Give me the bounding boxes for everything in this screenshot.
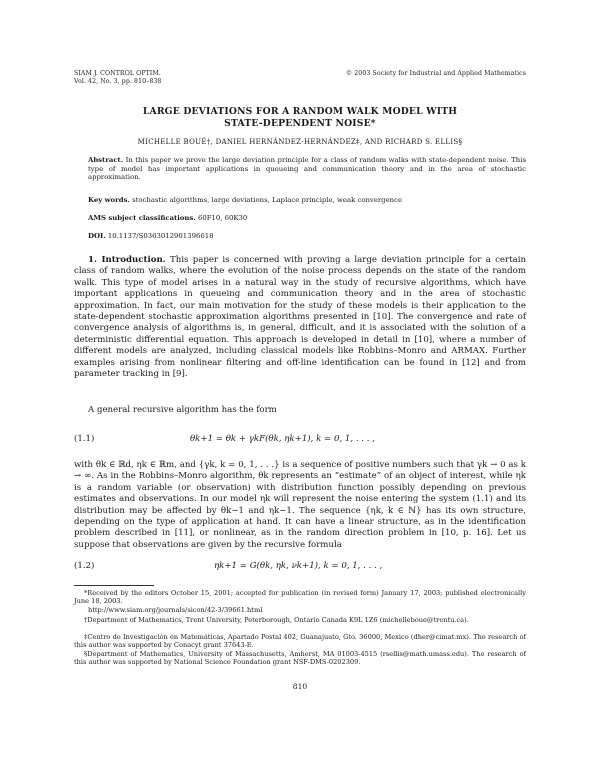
copyright-notice: © 2003 Society for Industrial and Applied Mathematics xyxy=(345,70,526,77)
footnote-rule xyxy=(74,585,154,586)
keywords-text: stochastic algorithms, large deviations, Laplace principle, weak convergence xyxy=(132,196,403,204)
footnote-received-text: *Received by the editors October 15, 2001; accepted for publication (in revised form) January 17, 2003; published electronically June 18, 2003. xyxy=(74,589,526,606)
equation-1-2-label: (1.2) xyxy=(74,561,95,571)
ams-text: 60F10, 60K30 xyxy=(197,214,248,222)
equation-1-1: θk+1 = θk + γkF(θk, ηk+1), k = 0, 1, . . . , xyxy=(190,434,375,444)
title-line-1: LARGE DEVIATIONS FOR A RANDOM WALK MODEL WITH xyxy=(142,106,458,117)
title-line-2: STATE-DEPENDENT NOISE* xyxy=(224,117,376,129)
journal-volume: Vol. 42, No. 3, pp. 810–838 xyxy=(74,78,162,85)
page-number: 810 xyxy=(292,682,308,691)
ams-label: AMS subject classifications. xyxy=(88,214,196,222)
abstract-text: In this paper we prove the large deviation principle for a class of random walks with state-dependent noise. This type of model has important applications in queueing and communication theory and in the area of stochastic approximation. xyxy=(88,156,526,182)
intro-text-1: This paper is concerned with proving a large deviation principle for a certain class of random walks, where the evolution of the noise process depends on the state of the random walk. This type of model arises in a natural way in the study of recursive algorithms, which have important applications in queueing and communication theory and in the area of stochastic approximation. In fact, our main motivation for the study of these models is their application to the state-dependent stochastic approximation algorithms presented in [10]. The convergence and rate of convergence analysis of algorithms is, in general, difficult, and it is associated with the solution of a deterministic differential equation. This approach is developed in detail in [10], where a number of different models are analyzed, including classical models like Robbins–Monro and ARMAX. Further examples arising from nonlinear filtering and off-line identification can be found in [12] and from parameter tracking in [9]. xyxy=(74,255,526,380)
equation-1-2: ηk+1 = G(θk, ηk, νk+1), k = 0, 1, . . . , xyxy=(214,561,383,571)
abstract-label: Abstract. xyxy=(88,156,124,164)
footnote-url[interactable]: http://www.siam.org/journals/sicon/42-3/39661.html xyxy=(88,606,263,614)
author-list: MICHELLE BOUÉ†, DANIEL HERNÁNDEZ-HERNÁNDEZ‡, AND RICHARD S. ELLIS§ xyxy=(137,138,463,146)
doi xyxy=(88,232,526,241)
doi-label: DOI. xyxy=(88,232,106,240)
footnote-affiliation-hernandez: ‡Centro de Investigación en Matemáticas, Apartado Postal 402, Guanajuato, Gto. 36000, Mexico (dher@cimat.mx). The research of this author was supported by Conacyt grant 37643-E. xyxy=(74,633,526,650)
intro-paragraph-2: A general recursive algorithm has the form xyxy=(88,405,277,415)
keywords-label: Key words. xyxy=(88,196,130,204)
journal-name: SIAM J. CONTROL OPTIM. xyxy=(74,70,161,77)
journal-header xyxy=(74,70,161,86)
doi-text: 10.1137/S0363012901396618 xyxy=(107,232,214,240)
footnote-affiliation-boue: †Department of Mathematics, Trent University, Peterborough, Ontario Canada K9L 1Z6 (michelleboue@trentu.ca). xyxy=(84,616,469,624)
intro-paragraph-1 xyxy=(74,255,526,380)
keywords xyxy=(88,196,526,205)
abstract xyxy=(88,156,526,182)
footnote-received xyxy=(74,589,526,605)
equation-1-1-label: (1.1) xyxy=(74,434,95,444)
paper-title xyxy=(60,106,540,129)
footnote-affiliation-ellis: §Department of Mathematics, University of Massachusetts, Amherst, MA 01003-4515 (rsellis@math.umass.edu). The research of this author was supported by National Science Foundation grant NSF-DMS-0202309. xyxy=(74,650,526,667)
intro-paragraph-3: with θk ∈ ℝd, ηk ∈ ℝm, and {γk, k = 0, 1, . . .} is a sequence of positive numbers such that γk → 0 as k → ∞. As in the Robbins–Monro algorithm, θk represents an “estimate” of an object of interest, while ηk is a random variable (or observation) with distribution function possibly depending on previous estimates and observations. In our model ηk will represent the noise entering the system (1.1) and its distribution may be affected by θk−1 and ηk−1. The sequence {ηk, k ∈ ℕ} has its own structure, depending on the type of application at hand. It can have a linear structure, as in the identification problem described in [11], or nonlinear, as in the random direction problem in [10, p. 16]. Let us suppose that observations are given by the recursive formula xyxy=(74,460,526,550)
section-heading: 1. Introduction. xyxy=(88,255,166,265)
ams-classifications xyxy=(88,214,526,223)
